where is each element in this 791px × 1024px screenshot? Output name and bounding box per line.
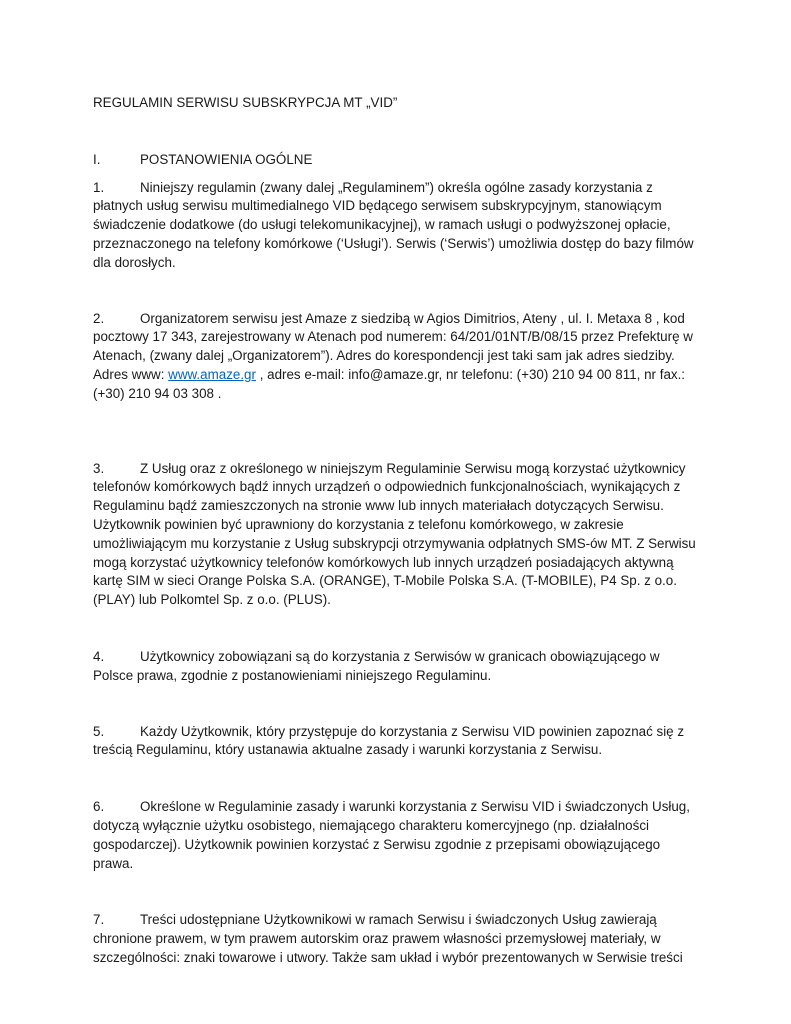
paragraph-number: 1. [93, 179, 105, 195]
section-title: POSTANOWIENIA OGÓLNE [140, 151, 313, 167]
section-number: I. [93, 151, 101, 167]
paragraph-text: Organizatorem serwisu jest Amaze z siedzibą w Agios Dimitrios, Ateny , ul. I. Metaxa 8 , kod pocztowy 17 343, zarejestrowany w Atenach pod numerem: 64/201/01NT/B/08/15 przez Prefekturę w Atenach, (zwany dalej „Organizatorem”). Adres do korespondencji jest taki sam jak adres siedziby. Adres www: [93, 310, 693, 382]
paragraph-text: Użytkownicy zobowiązani są do korzystania z Serwisów w granicach obowiązującego w Polsce prawa, zgodnie z postanowieniami niniejszego Regulaminu. [93, 648, 660, 683]
paragraph-number: 7. [93, 912, 105, 928]
paragraph-text: Określone w Regulaminie zasady i warunki korzystania z Serwisu VID i świadczonych Usług, dotyczą wyłącznie użytku osobistego, niemającego charakteru komercyjnego (np. działalności gospodarczej). Użytkownik powinien korzystać z Serwisu zgodnie z przepisami obowiązującego prawa. [93, 799, 690, 871]
paragraph-number: 2. [93, 310, 105, 326]
paragraph-3 [93, 460, 703, 610]
document-title: REGULAMIN SERWISU SUBSKRYPCJA MT „VID” [93, 95, 398, 110]
paragraph-7 [93, 911, 703, 967]
paragraph-text-continued: , adres e-mail: info@amaze.gr, nr telefonu: (+30) 210 94 00 811, nr fax.: (+30) 210 94 03 308 . [93, 366, 686, 401]
document-body [93, 94, 703, 968]
paragraph-number: 5. [93, 723, 105, 739]
paragraph-6 [93, 798, 703, 873]
paragraph-number: 3. [93, 460, 105, 476]
section-heading [93, 151, 703, 170]
paragraph-4 [93, 648, 703, 686]
paragraph-1 [93, 179, 703, 273]
paragraph-text: Treści udostępniane Użytkownikowi w ramach Serwisu i świadczonych Usług zawierają chronione prawem, w tym prawem autorskim oraz prawem własności przemysłowej materiały, w szczególności: znaki towarowe i utwory. Także sam układ i wybór prezentowanych w Serwisie treści [93, 912, 683, 965]
website-link[interactable]: www.amaze.gr [168, 366, 256, 382]
paragraph-number: 6. [93, 799, 105, 815]
paragraph-text: Każdy Użytkownik, który przystępuje do korzystania z Serwisu VID powinien zapoznać się z treścią Regulaminu, który ustanawia aktualne zasady i warunki korzystania z Serwisu. [93, 723, 685, 758]
paragraph-text: Niniejszy regulamin (zwany dalej „Regulaminem”) określa ogólne zasady korzystania z płatnych usług serwisu multimedialnego VID będącego serwisem subskrypcyjnym, stanowiącym świadczenie dodatkowe (do usługi telekomunikacyjnej), w ramach usługi o podwyższonej opłacie, przeznaczonego na telefony komórkowe (‘Usługi’). Serwis (‘Serwis’) umożliwia dostęp do bazy filmów dla dorosłych. [93, 179, 694, 270]
paragraph-number: 4. [93, 648, 105, 664]
paragraph-text: Z Usług oraz z określonego w niniejszym Regulaminie Serwisu mogą korzystać użytkownicy telefonów komórkowych bądź innych urządzeń o odpowiednich funkcjonalnościach, wynikających z Regulaminu bądź zamieszczonych na stronie www lub innych materiałach dotyczących Serwisu. Użytkownik powinien być uprawniony do korzystania z telefonu komórkowego, w zakresie umożliwiającym mu korzystanie z Usług subskrypcji otrzymywania odpłatnych SMS-ów MT. Z Serwisu mogą korzystać użytkownicy telefonów komórkowych lub innych urządzeń posiadających aktywną kartę SIM w sieci Orange Polska S.A. (ORANGE), T-Mobile Polska S.A. (T-MOBILE), P4 Sp. z o.o. (PLAY) lub Polkomtel Sp. z o.o. (PLUS). [93, 460, 696, 608]
paragraph-2 [93, 310, 703, 404]
paragraph-5 [93, 723, 703, 761]
